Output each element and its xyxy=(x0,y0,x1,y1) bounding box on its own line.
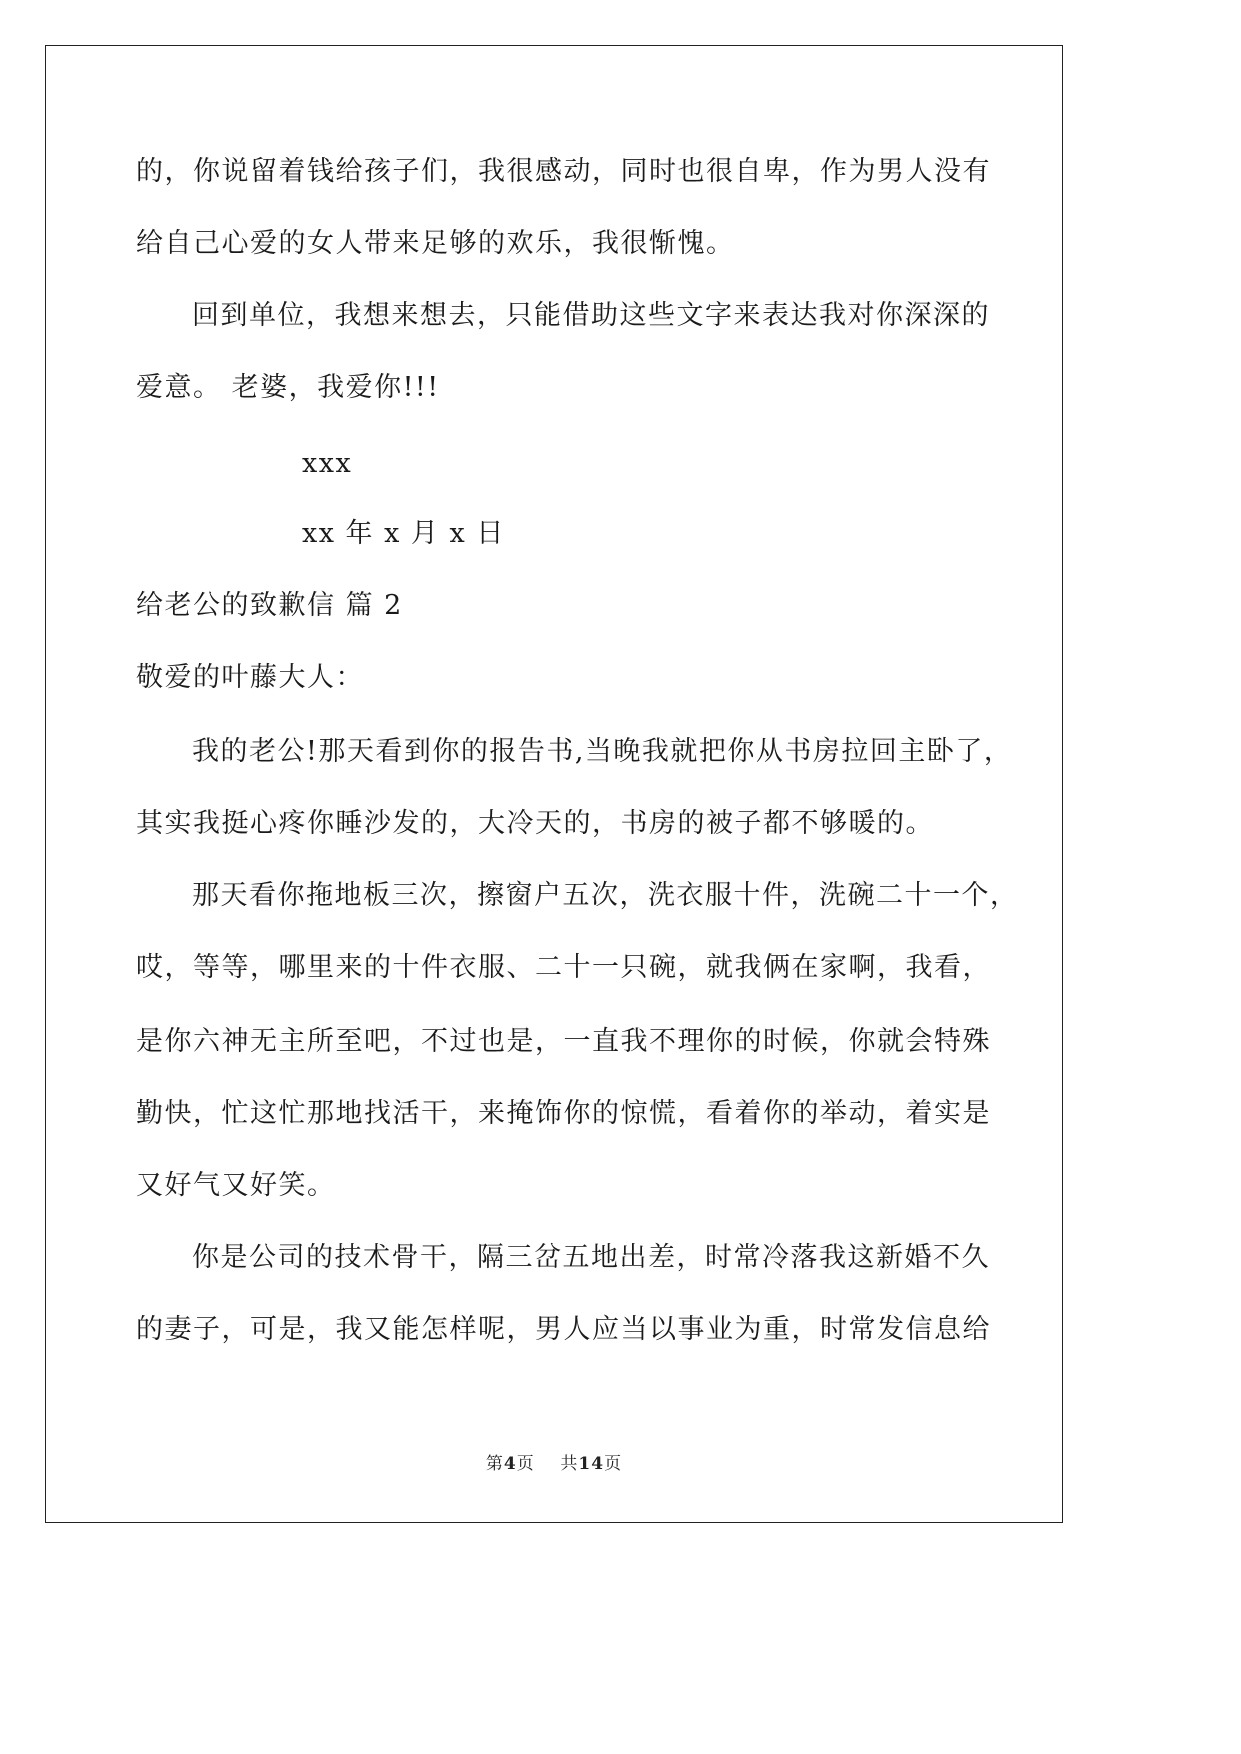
footer-prefix: 第 xyxy=(485,1454,504,1474)
body-line: 哎，等等，哪里来的十件衣服、二十一只碗，就我俩在家啊，我看， xyxy=(136,952,991,983)
footer-page-suffix: 页 xyxy=(516,1454,535,1474)
body-line: 勤快，忙这忙那地找活干，来掩饰你的惊慌，看着你的举动，着实是 xyxy=(136,1098,991,1129)
body-line: 又好气又好笑。 xyxy=(136,1170,336,1201)
body-line: 是你六神无主所至吧，不过也是，一直我不理你的时候，你就会特殊 xyxy=(136,1026,991,1057)
body-line: 我的老公!那天看到你的报告书,当晚我就把你从书房拉回主卧了， xyxy=(192,736,1013,767)
body-line: 爱意。 老婆，我爱你!!! xyxy=(136,372,440,403)
body-line: 那天看你拖地板三次，擦窗户五次，洗衣服十件，洗碗二十一个， xyxy=(192,880,1019,911)
body-line: 的妻子，可是，我又能怎样呢，男人应当以事业为重，时常发信息给 xyxy=(136,1314,991,1345)
signature-date: xx 年 x 月 x 日 xyxy=(302,518,505,549)
total-pages-number: 14 xyxy=(578,1454,605,1474)
body-line: 你是公司的技术骨干，隔三岔五地出差，时常冷落我这新婚不久 xyxy=(192,1242,990,1273)
body-line: 回到单位，我想来想去，只能借助这些文字来表达我对你深深的 xyxy=(192,300,990,331)
current-page-number: 4 xyxy=(503,1454,517,1474)
page-frame xyxy=(45,45,1063,1523)
signature-name: xxx xyxy=(302,448,353,479)
body-line: 的，你说留着钱给孩子们，我很感动，同时也很自卑，作为男人没有 xyxy=(136,156,991,187)
section-heading: 给老公的致歉信 篇 2 xyxy=(136,590,403,621)
footer-total-suffix: 页 xyxy=(604,1454,623,1474)
footer-total-prefix: 共 xyxy=(560,1454,579,1474)
body-line: 其实我挺心疼你睡沙发的，大冷天的，书房的被子都不够暖的。 xyxy=(136,808,934,839)
page-footer xyxy=(0,1452,1108,1476)
body-line: 给自己心爱的女人带来足够的欢乐，我很惭愧。 xyxy=(136,228,735,259)
salutation: 敬爱的叶藤大人： xyxy=(136,662,364,693)
